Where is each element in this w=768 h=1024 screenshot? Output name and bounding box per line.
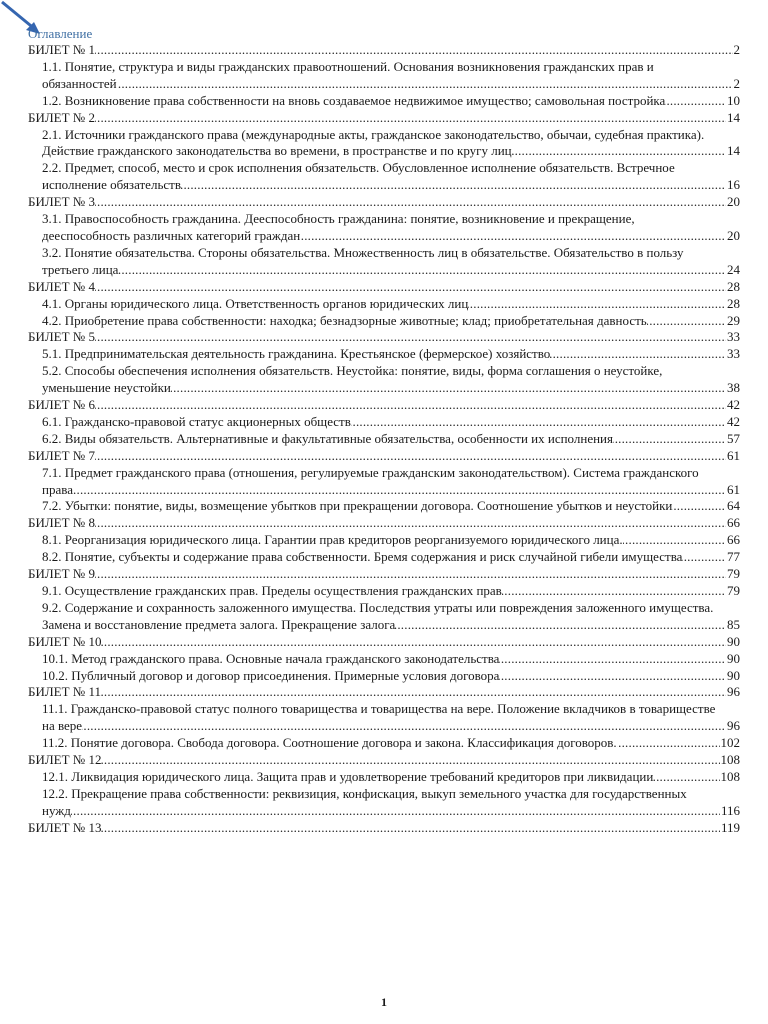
toc-entry-page: 79: [727, 583, 740, 598]
toc-entry-text: 9.1. Осуществление гражданских прав. Пределы осуществления гражданских прав: [42, 583, 502, 598]
toc-entry-page: 64: [727, 498, 740, 514]
toc-entry-page: 38: [727, 380, 740, 396]
toc-entry-text: БИЛЕТ № 2: [28, 109, 95, 125]
toc-entry-page: 33: [727, 329, 740, 345]
toc-entry-page: 28: [727, 295, 740, 311]
toc-entry-page: 119: [720, 819, 740, 835]
toc-entry-page: 79: [727, 566, 740, 582]
toc-entry-section[interactable]: [28, 313, 740, 330]
toc-entry-section[interactable]: [28, 211, 740, 245]
toc-entry-ticket[interactable]: [28, 279, 740, 296]
toc-entry-ticket[interactable]: [28, 566, 740, 583]
toc-entry-text: 5.1. Предпринимательская деятельность гражданина. Крестьянское (фермерское) хозяйство: [42, 346, 551, 362]
toc-entry-section[interactable]: [28, 786, 740, 820]
toc-entry-page: 20: [727, 194, 740, 210]
toc-entry-text: БИЛЕТ № 5: [28, 329, 95, 345]
toc-entry-text: 7.2. Убытки: понятие, виды, возмещение убытков при прекращении договора. Соотношение убытков и неустойки: [42, 498, 673, 514]
toc-entry-text: 5.2. Способы обеспечения исполнения обязательств. Неустойка: понятие, виды, форма соглашения о неустойке, уменьшение неустойки: [42, 363, 663, 396]
toc-entry-ticket[interactable]: [28, 820, 740, 837]
toc-entry-page: 90: [727, 633, 740, 649]
toc-entry-section[interactable]: [28, 769, 740, 786]
toc-entry-page: 108: [720, 768, 740, 784]
toc-entry-text: БИЛЕТ № 7: [28, 447, 95, 463]
toc-entry-text: 11.2. Понятие договора. Свобода договора. Соотношение договора и закона. Классификация договоров.: [42, 735, 617, 751]
page-number: 1: [381, 995, 387, 1009]
toc-entry-text: 10.1. Метод гражданского права. Основные начала гражданского законодательства: [42, 650, 500, 666]
toc-title[interactable]: Оглавление: [28, 26, 93, 41]
toc-entry-text: БИЛЕТ № 13: [28, 819, 102, 835]
toc-entry-text: 3.1. Правоспособность гражданина. Дееспособность гражданина: понятие, возникновение и прекращение, дееспособность различных категорий граждан: [42, 211, 635, 243]
toc-entry-page: 116: [720, 802, 740, 818]
toc-entry-text: 8.2. Понятие, субъекты и содержание права собственности. Бремя содержания и риск случайной гибели имущества: [42, 549, 683, 565]
toc-entry-page: 24: [727, 261, 740, 277]
toc-entry-page: 28: [727, 278, 740, 294]
toc-entry-page: 61: [727, 481, 740, 497]
toc-entry-page: 14: [727, 109, 740, 125]
toc-entry-section[interactable]: [28, 127, 740, 161]
toc-entry-page: 61: [727, 447, 740, 463]
table-of-contents: [28, 42, 740, 837]
toc-entry-page: 96: [727, 684, 740, 700]
toc-entry-page: 14: [727, 143, 740, 159]
toc-entry-text: БИЛЕТ № 9: [28, 566, 95, 582]
toc-entry-ticket[interactable]: [28, 110, 740, 127]
toc-entry-ticket[interactable]: [28, 515, 740, 532]
toc-entry-text: 12.2. Прекращение права собственности: реквизиция, конфискация, выкуп земельного участка для государственных нужд: [42, 785, 687, 818]
toc-entry-section[interactable]: [28, 245, 740, 279]
toc-entry-page: 57: [727, 430, 740, 446]
toc-entry-section[interactable]: [28, 549, 740, 566]
toc-entry-page: 42: [727, 413, 740, 429]
toc-entry-section[interactable]: [28, 296, 740, 313]
toc-entry-text: 12.1. Ликвидация юридического лица. Защита прав и удовлетворение требований кредиторов при ликвидации: [42, 768, 654, 784]
toc-entry-text: БИЛЕТ № 10: [28, 633, 102, 649]
toc-entry-text: 7.1. Предмет гражданского права (отношения, регулируемые гражданским законодательством). Система гражданского права: [42, 464, 699, 497]
toc-entry-section[interactable]: [28, 532, 740, 549]
toc-entry-text: 2.1. Источники гражданского права (международные акты, гражданское законодательство, обычаи, судебная практика). Действие гражданского законодательства во времени, в пространстве и по кругу лиц: [42, 126, 705, 159]
toc-entry-ticket[interactable]: [28, 634, 740, 651]
toc-entry-text: 11.1. Гражданско-правовой статус полного товарищества и товарищества на вере. Положение вкладчиков в товариществе на вере: [42, 701, 716, 734]
toc-entry-page: 16: [727, 177, 740, 193]
toc-entry-page: 77: [727, 549, 740, 565]
toc-entry-text: 10.2. Публичный договор и договор присоединения. Примерные условия договора: [42, 667, 500, 683]
toc-entry-text: 6.1. Гражданско-правовой статус акционерных обществ: [42, 413, 351, 429]
toc-entry-section[interactable]: [28, 160, 740, 194]
toc-entry-section[interactable]: [28, 414, 740, 431]
toc-entry-section[interactable]: [28, 651, 740, 668]
toc-entry-page: 42: [727, 397, 740, 413]
toc-entry-text: 8.1. Реорганизация юридического лица. Гарантии прав кредиторов реорганизуемого юридического лица.: [42, 532, 623, 548]
toc-entry-text: 4.1. Органы юридического лица. Ответственность органов юридических лиц: [42, 295, 469, 311]
toc-entry-section[interactable]: [28, 701, 740, 735]
toc-entry-ticket[interactable]: [28, 397, 740, 414]
toc-entry-section[interactable]: [28, 59, 740, 93]
toc-entry-ticket[interactable]: [28, 329, 740, 346]
toc-entry-text: 1.2. Возникновение права собственности на вновь создаваемое недвижимое имущество; самовольная постройка: [42, 92, 666, 108]
toc-entry-text: БИЛЕТ № 3: [28, 194, 95, 210]
toc-entry-text: 3.2. Понятие обязательства. Стороны обязательства. Множественность лиц в обязательстве. Обязательство в пользу третьего лица: [42, 244, 684, 277]
toc-entry-text: БИЛЕТ № 1: [28, 42, 95, 57]
toc-entry-section[interactable]: [28, 93, 740, 110]
toc-entry-text: БИЛЕТ № 12: [28, 752, 102, 768]
toc-entry-text: 1.1. Понятие, структура и виды гражданских правоотношений. Основания возникновения гражданских прав и обязанностей: [42, 58, 654, 91]
toc-entry-page: 33: [727, 346, 740, 362]
toc-entry-ticket[interactable]: [28, 42, 740, 59]
toc-entry-page: 10: [727, 92, 740, 108]
toc-entry-text: БИЛЕТ № 4: [28, 278, 95, 294]
toc-entry-text: 6.2. Виды обязательств. Альтернативные и факультативные обязательства, особенности их исполнения: [42, 430, 613, 446]
toc-entry-page: 90: [727, 650, 740, 666]
toc-entry-page: 2: [733, 42, 740, 57]
toc-entry-page: 66: [727, 532, 740, 548]
toc-entry-text: БИЛЕТ № 6: [28, 397, 95, 413]
toc-entry-ticket[interactable]: [28, 684, 740, 701]
toc-entry-section[interactable]: [28, 600, 740, 634]
toc-entry-page: 85: [727, 616, 740, 632]
toc-entry-page: 102: [720, 735, 740, 751]
toc-entry-page: 96: [727, 718, 740, 734]
toc-entry-section[interactable]: [28, 465, 740, 499]
toc-entry-section[interactable]: [28, 583, 740, 600]
toc-entry-section[interactable]: [28, 346, 740, 363]
toc-entry-text: 4.2. Приобретение права собственности: находка; безнадзорные животные; клад; приобретательная давность: [42, 312, 647, 328]
toc-entry-text: 2.2. Предмет, способ, место и срок исполнения обязательств. Обусловленное исполнение обязательств. Встречное исполнение обязательств: [42, 160, 675, 193]
toc-entry-page: 90: [727, 667, 740, 683]
toc-entry-section[interactable]: [28, 498, 740, 515]
toc-entry-ticket[interactable]: [28, 448, 740, 465]
toc-entry-section[interactable]: [28, 735, 740, 752]
toc-entry-section[interactable]: [28, 431, 740, 448]
toc-entry-page: 29: [727, 312, 740, 328]
toc-entry-page: 2: [733, 75, 740, 91]
toc-entry-text: 9.2. Содержание и сохранность заложенного имущества. Последствия утраты или повреждения заложенного имущества. Замена и восстановление предмета залога. Прекращение залога: [42, 599, 714, 632]
toc-entry-page: 108: [720, 752, 740, 768]
toc-entry-section[interactable]: [28, 668, 740, 685]
toc-entry-ticket[interactable]: [28, 194, 740, 211]
toc-entry-page: 20: [727, 227, 740, 243]
toc-entry-section[interactable]: [28, 363, 740, 397]
toc-entry-text: БИЛЕТ № 8: [28, 515, 95, 531]
toc-entry-page: 66: [727, 515, 740, 531]
toc-entry-ticket[interactable]: [28, 752, 740, 769]
toc-entry-text: БИЛЕТ № 11: [28, 684, 101, 700]
